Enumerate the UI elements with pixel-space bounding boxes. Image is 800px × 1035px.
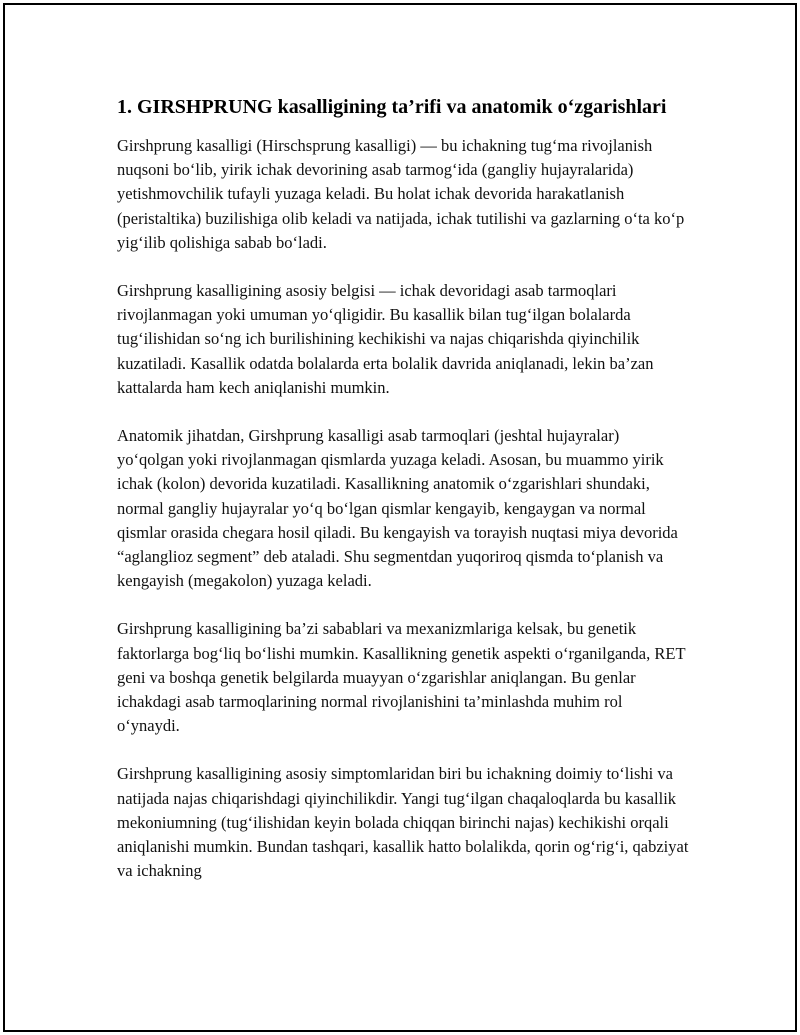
paragraph-genetics: Girshprung kasalligining ba’zi sabablari va mexanizmlariga kelsak, bu genetik faktorlarga bog‘liq bo‘lishi mumkin. Kasallikning genetik aspekti o‘rganilganda, RET geni va boshqa genetik belgilarda muayyan o‘zgarishlar aniqlangan. Bu genlar ichakdagi asab tarmoqlarining normal rivojlanishini ta’minlashda muhim rol o‘ynaydi.: [117, 619, 686, 736]
paragraph-definition: Girshprung kasalligi (Hirschsprung kasalligi) — bu ichakning tug‘ma rivojlanish nuqsoni bo‘lib, yirik ichak devorining asab tarmog‘ida (gangliy hujayralarida) yetishmovchilik tufayli yuzaga keladi. Bu holat ichak devorida harakatlanish (peristaltika) buzilishiga olib keladi va natijada, ichak tutilishi va gazlarning o‘ta ko‘p yig‘ilib qolishiga sabab bo‘ladi.: [117, 136, 685, 252]
paragraph-symptoms: Girshprung kasalligining asosiy simptomlaridan biri bu ichakning doimiy to‘lishi va natijada najas chiqarishdagi qiyinchilikdir. Yangi tug‘ilgan chaqaloqlarda bu kasallik mekoniumning (tug‘ilishidan keyin bolada chiqqan birinchi najas) kechikishi orqali aniqlanishi mumkin. Bundan tashqari, kasallik hatto bolalikda, qorin og‘rig‘i, qabziyat va ichakning: [117, 764, 689, 881]
paragraph-anatomy: Anatomik jihatdan, Girshprung kasalligi asab tarmoqlari (jeshtal hujayralar) yo‘qolgan yoki rivojlanmagan qismlarda yuzaga keladi. Asosan, bu muammo yirik ichak (kolon) devorida kuzatiladi. Kasallikning anatomik o‘zgarishlari shundaki, normal gangliy hujayralar yo‘q bo‘lgan qismlar kengayib, kengaygan va normal qismlar orasida chegara hosil qiladi. Bu kengayish va torayish nuqtasi miya devorida “aglanglioz segment” deb ataladi. Shu segmentdan yuqoriroq qismda to‘planish va kengayish (megakolon) yuzaga keladi.: [117, 426, 678, 591]
section-title: 1. GIRSHPRUNG kasalligining ta’rifi va anatomik o‘zgarishlari: [117, 96, 667, 118]
document-body: [117, 94, 689, 907]
paragraph-main-sign: Girshprung kasalligining asosiy belgisi — ichak devoridagi asab tarmoqlari rivojlanmagan yoki umuman yo‘qligidir. Bu kasallik bilan tug‘ilgan bolalarda tug‘ilishidan so‘ng ich burilishining kechikishi va najas chiqarishda qiyinchilik kuzatiladi. Kasallik odatda bolalarda erta bolalik davrida aniqlanadi, lekin ba’zan kattalarda ham kech aniqlanishi mumkin.: [117, 281, 654, 397]
